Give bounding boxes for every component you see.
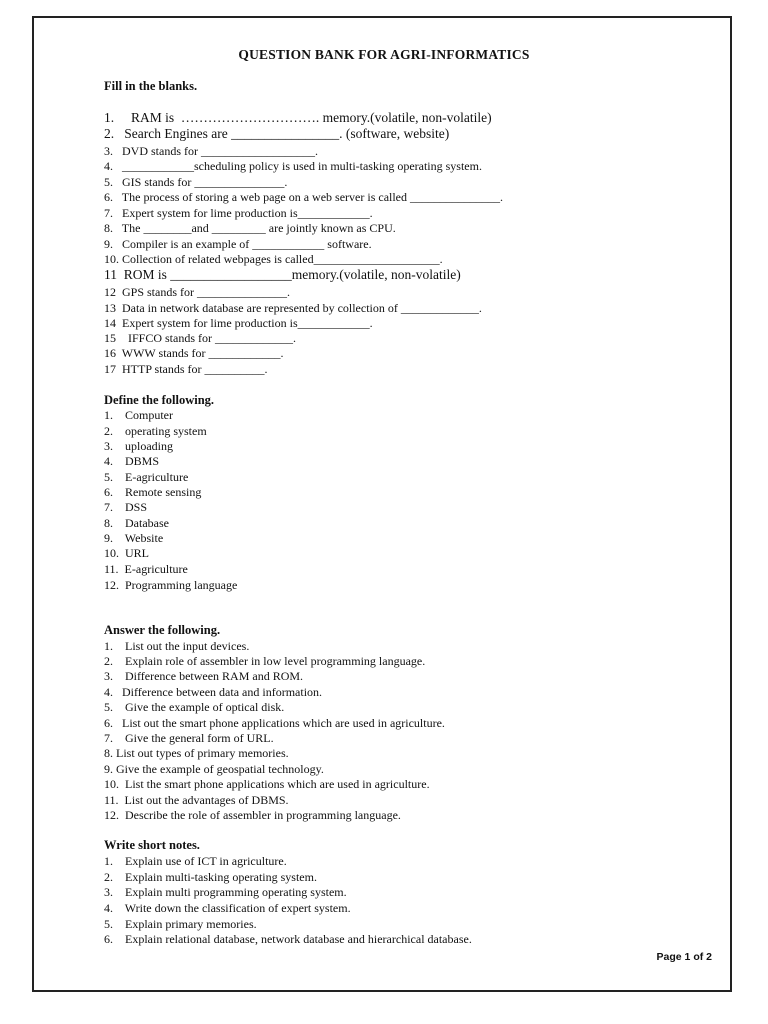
list-item: 2. operating system — [104, 424, 207, 438]
list-item: 2. Search Engines are ________________. (software, website) — [104, 126, 450, 141]
list-item: 9. Give the example of geospatial technology. — [104, 762, 324, 776]
list-item: 4. Difference between data and information. — [104, 685, 323, 699]
list-item: 1. Explain use of ICT in agriculture. — [104, 854, 287, 868]
list-item: 4. Write down the classification of expert system. — [104, 901, 351, 915]
list-item: 7. DSS — [104, 500, 148, 514]
list-item: 17 HTTP stands for __________. — [104, 362, 268, 376]
list-item: 10. List the smart phone applications which are used in agriculture. — [104, 777, 430, 791]
list-item: 4. ____________scheduling policy is used in multi-tasking operating system. — [104, 159, 482, 173]
define-heading: Define the following. — [104, 393, 215, 407]
list-item: 12. Programming language — [104, 578, 238, 592]
list-item: 12. Describe the role of assembler in programming language. — [104, 808, 401, 822]
list-item: 6. List out the smart phone applications which are used in agriculture. — [104, 716, 445, 730]
list-item: 6. Remote sensing — [104, 485, 202, 499]
list-item: 3. uploading — [104, 439, 173, 453]
list-item: 3. Explain multi programming operating system. — [104, 885, 347, 899]
list-item: 9. Website — [104, 531, 164, 545]
answer-heading: Answer the following. — [104, 623, 221, 637]
list-item: 3. Difference between RAM and ROM. — [104, 669, 304, 683]
list-item: 10. URL — [104, 546, 149, 560]
list-item: 6. The process of storing a web page on a web server is called _______________. — [104, 190, 504, 204]
short-notes-heading: Write short notes. — [104, 838, 200, 852]
list-item: 7. Give the general form of URL. — [104, 731, 274, 745]
list-item: 5. E-agriculture — [104, 470, 189, 484]
list-item: 5. Explain primary memories. — [104, 917, 257, 931]
list-item: 1. Computer — [104, 408, 173, 422]
list-item: 1. List out the input devices. — [104, 639, 250, 653]
list-item: 8. Database — [104, 516, 169, 530]
list-item: 15 IFFCO stands for _____________. — [104, 331, 297, 345]
list-item: 16 WWW stands for ____________. — [104, 346, 284, 360]
list-item: 10. Collection of related webpages is called_____________________. — [104, 252, 443, 266]
list-item: 5. Give the example of optical disk. — [104, 700, 285, 714]
list-item: 11 ROM is __________________memory.(volatile, non-volatile) — [104, 267, 461, 282]
list-item: 8. The ________and _________ are jointly known as CPU. — [104, 221, 396, 235]
list-item: 8. List out types of primary memories. — [104, 746, 289, 760]
list-item: 2. Explain role of assembler in low level programming language. — [104, 654, 426, 668]
list-item: 11. E-agriculture — [104, 562, 188, 576]
list-item: 7. Expert system for lime production is____________. — [104, 206, 373, 220]
list-item: 4. DBMS — [104, 454, 160, 468]
list-item: 6. Explain relational database, network database and hierarchical database. — [104, 932, 472, 946]
list-item: 13 Data in network database are represented by collection of _____________. — [104, 301, 482, 315]
list-item: 2. Explain multi-tasking operating system. — [104, 870, 317, 884]
document-title: QUESTION BANK FOR AGRI-INFORMATICS — [238, 47, 530, 62]
list-item: 1. RAM is …………………………. memory.(volatile, non-volatile) — [104, 110, 492, 125]
list-item: 5. GIS stands for _______________. — [104, 175, 288, 189]
list-item: 14 Expert system for lime production is____________. — [104, 316, 373, 330]
list-item: 9. Compiler is an example of ____________ software. — [104, 237, 372, 251]
list-item: 12 GPS stands for _______________. — [104, 285, 291, 299]
page-number: Page 1 of 2 — [656, 951, 712, 963]
list-item: 11. List out the advantages of DBMS. — [104, 793, 289, 807]
list-item: 3. DVD stands for ___________________. — [104, 144, 318, 158]
fill-blanks-heading: Fill in the blanks. — [104, 79, 198, 93]
